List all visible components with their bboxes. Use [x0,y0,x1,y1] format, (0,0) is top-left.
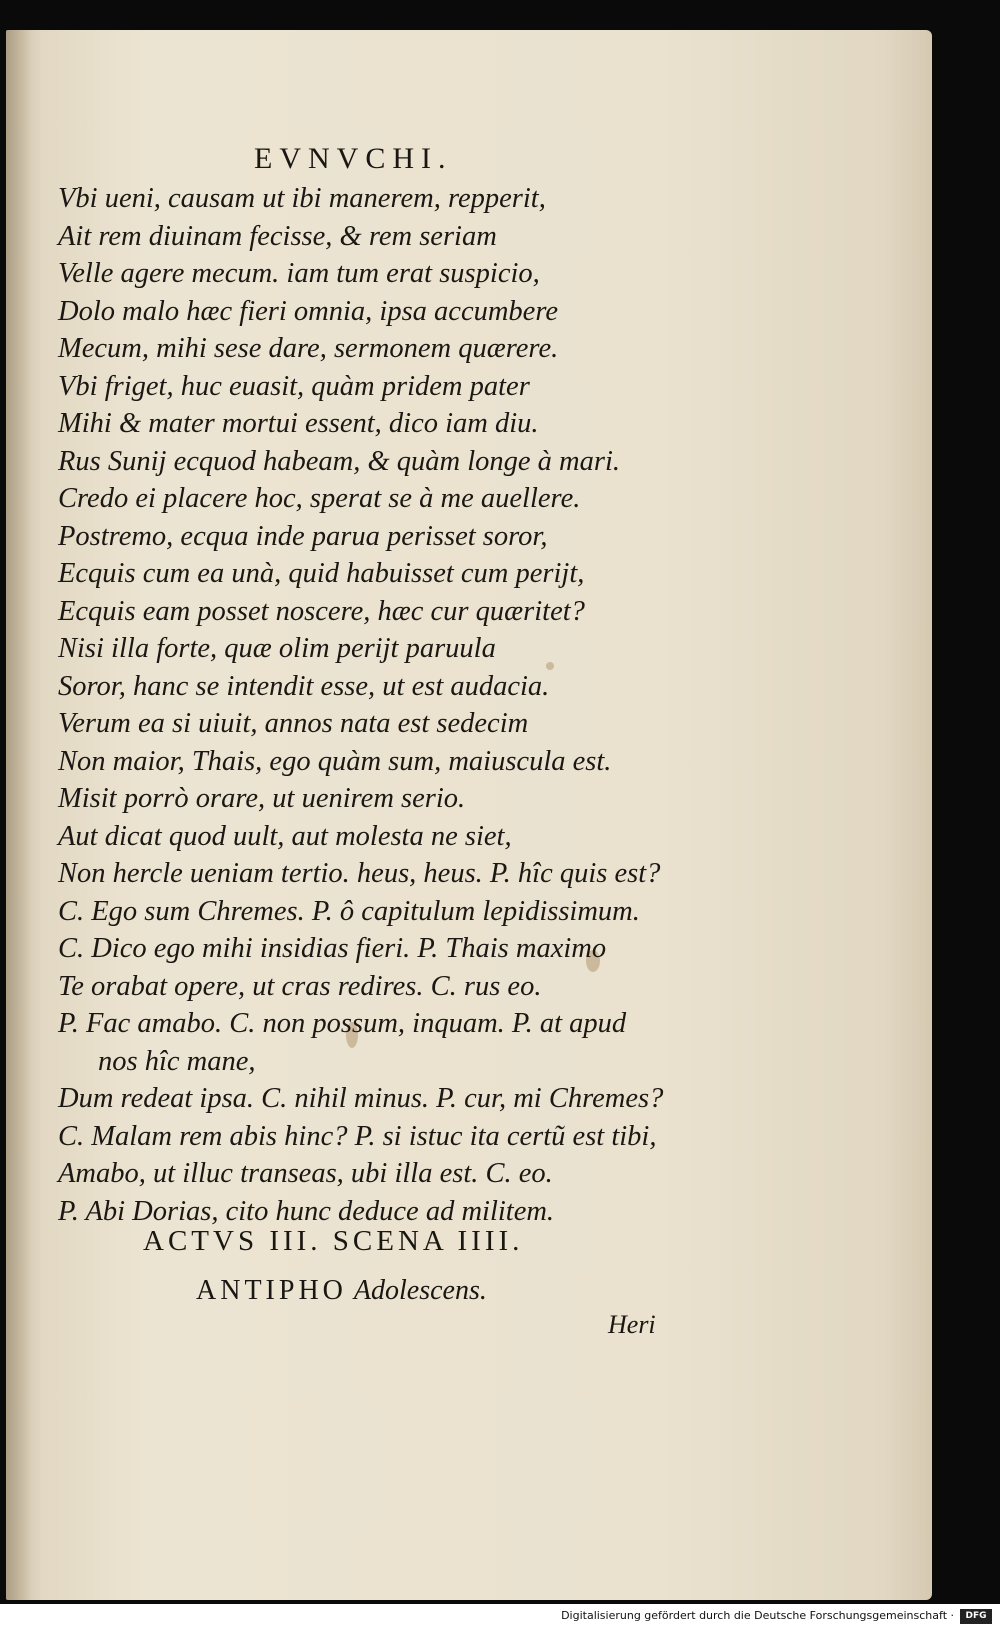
verse-line-continuation: nos hîc mane, [98,1045,256,1077]
act-scene-heading: ACTVS III. SCENA IIII. [143,1225,524,1257]
verse-line: Rus Sunij ecquod habeam, & quàm longe à mari. [58,445,621,477]
speaker-role: Adolescens. [353,1275,487,1306]
verse-line: Non hercle ueniam tertio. heus, heus. P. hîc quis est? [58,858,661,889]
verse-line: Te orabat opere, ut cras redires. C. rus eo. [58,970,542,1002]
verse-line: Vbi ueni, causam ut ibi manerem, repperit, [58,183,546,214]
verse-line: Nisi illa forte, quæ olim perijt paruula [58,633,496,664]
verse-line: P. Abi Dorias, cito hunc deduce ad militem. [58,1195,555,1227]
verse-line: Ecquis eam posset noscere, hæc cur quæritet? [58,595,585,627]
verse-line: Mihi & mater mortui essent, dico iam diu. [58,408,539,439]
verse-line: Amabo, ut illuc transeas, ubi illa est. C. eo. [58,1158,553,1189]
verse-line: Misit porrò orare, ut uenirem serio. [58,783,466,814]
verse-line: Vbi friget, huc euasit, quàm pridem pater [58,370,530,402]
book-page [6,30,932,1600]
verse-line: Dolo malo hæc fieri omnia, ipsa accumbere [58,295,559,327]
verse-line: Non maior, Thais, ego quàm sum, maiuscula est. [58,745,612,777]
verse-line: Credo ei placere hoc, sperat se à me auellere. [58,483,581,514]
verse-line: Ait rem diuinam fecisse, & rem seriam [58,220,497,252]
dfg-logo: DFG [960,1609,992,1624]
speaker-name: ANTIPHO [196,1275,347,1306]
verse-text [58,180,698,1230]
verse-line: Mecum, mihi sese dare, sermonem quærere. [58,333,559,364]
verse-line: C. Malam rem abis hinc? P. si istuc ita certũ est tibi, [58,1120,657,1152]
verse-line: P. Fac amabo. C. non possum, inquam. P. at apud [58,1008,627,1039]
verse-line: Dum redeat ipsa. C. nihil minus. P. cur, mi Chremes? [58,1083,664,1114]
verse-line: Postremo, ecqua inde parua perisset soror, [58,520,548,552]
verse-line: Soror, hanc se intendit esse, ut est audacia. [58,670,550,702]
verse-line: C. Dico ego mihi insidias fieri. P. Thais maximo [58,933,607,964]
verse-line: Aut dicat quod uult, aut molesta ne siet, [58,820,512,852]
verse-line: Verum ea si uiuit, annos nata est sedecim [58,708,529,739]
verse-line: Velle agere mecum. iam tum erat suspicio, [58,258,540,289]
verse-line: C. Ego sum Chremes. P. ô capitulum lepidissimum. [58,895,640,927]
speaker-heading [196,1275,487,1307]
verse-line: Ecquis cum ea unà, quid habuisset cum perijt, [58,558,585,589]
catchword: Heri [608,1310,656,1339]
footer-credit: Digitalisierung gefördert durch die Deutsche Forschungsgemeinschaft · [561,1609,954,1622]
digitization-footer [0,1604,1000,1630]
running-head: EVNVCHI. [254,142,453,175]
